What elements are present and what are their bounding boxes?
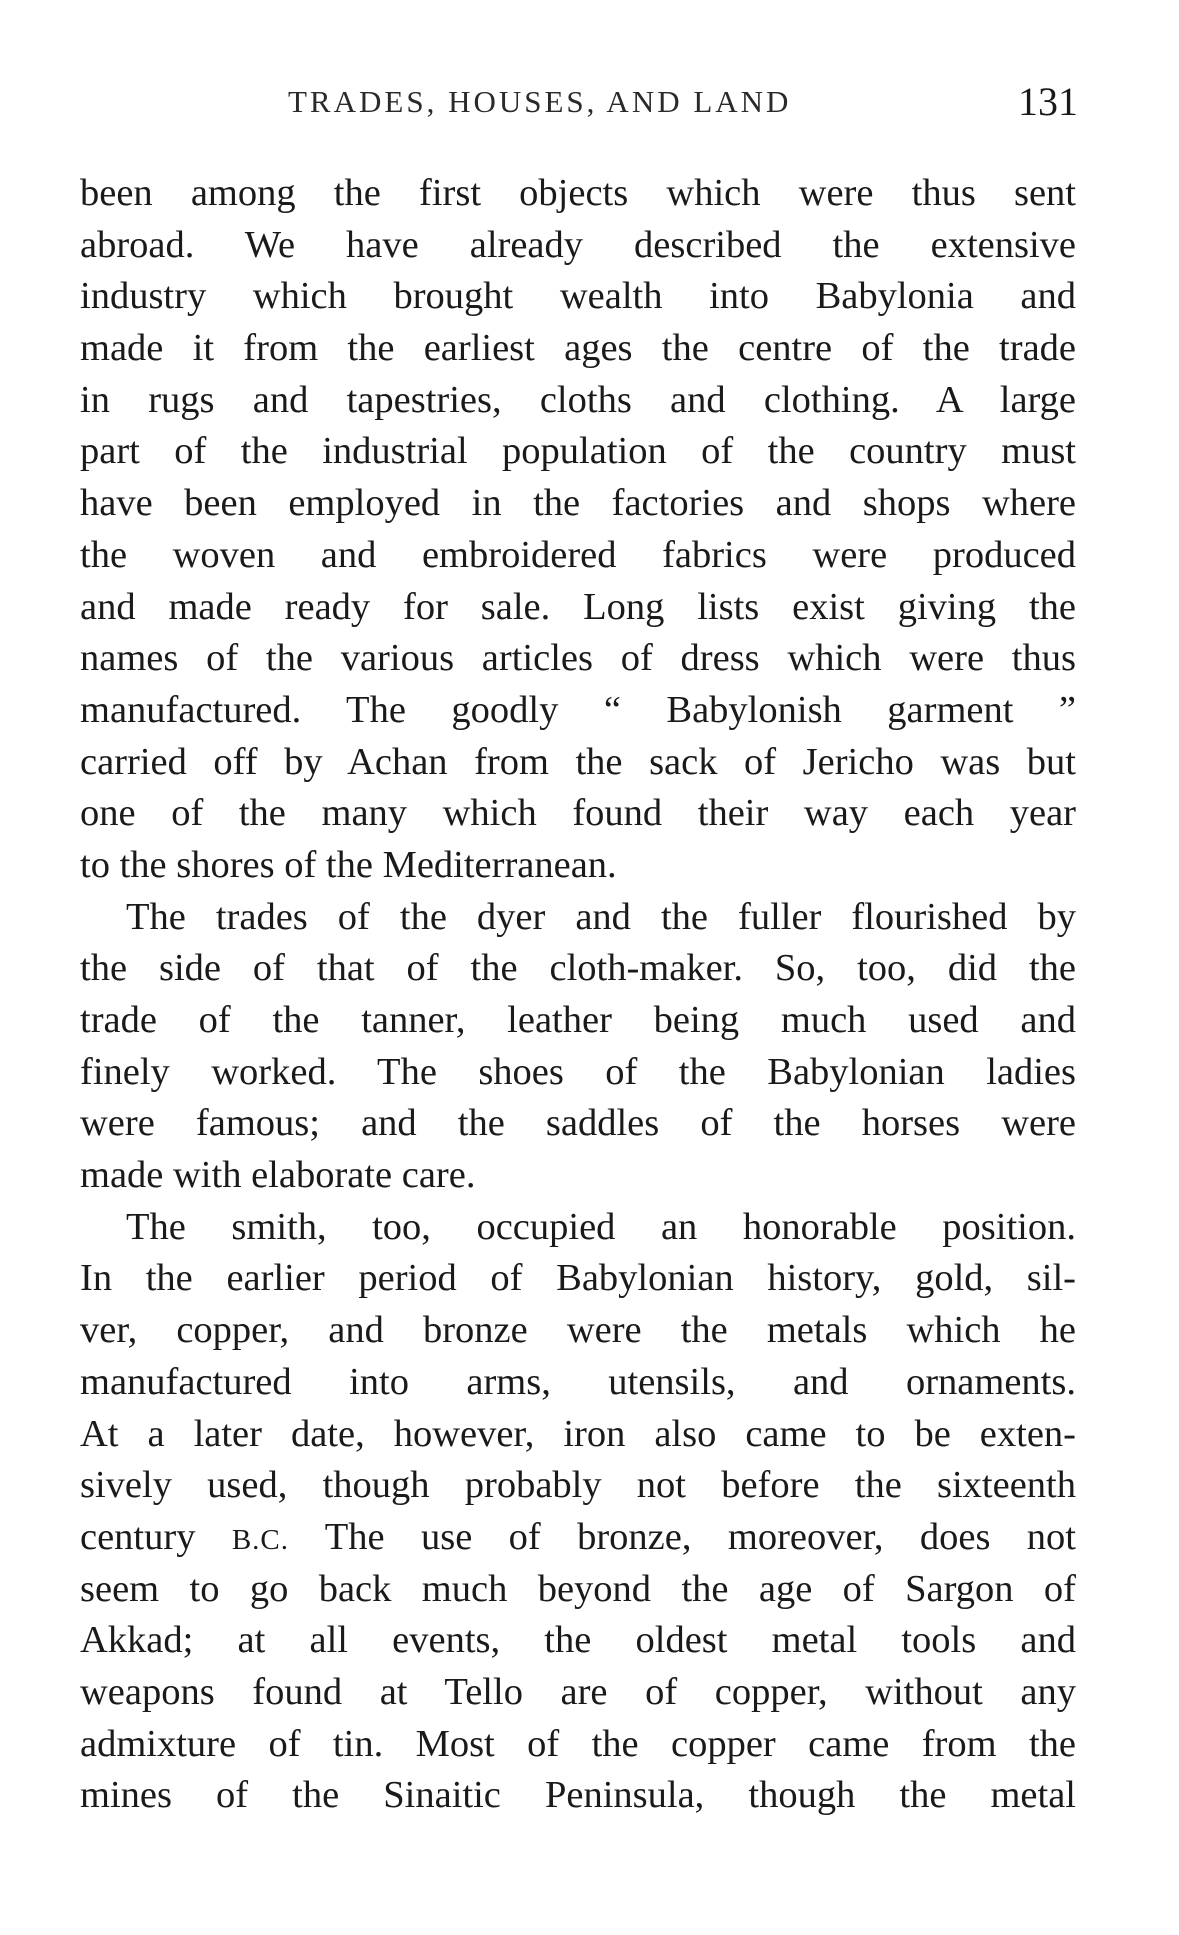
text-line: names of the various articles of dress which were thus	[80, 637, 1076, 680]
text-line: In the earlier period of Babylonian history, gold, sil-	[80, 1257, 1076, 1300]
page-number: 131	[1018, 79, 1078, 124]
text-line: made it from the earliest ages the centre of the trade	[80, 327, 1076, 370]
text-line: carried off by Achan from the sack of Jericho was but	[80, 740, 1076, 783]
text-fragment: century	[80, 1515, 196, 1558]
text-line: The trades of the dyer and the fuller flourished by	[126, 895, 1076, 938]
text-fragment: The use of bronze, moreover, does not	[324, 1515, 1076, 1558]
text-line: part of the industrial population of the country must	[80, 430, 1076, 473]
paragraph-3	[80, 1202, 1076, 1822]
text-line: manufactured. The goodly “ Babylonish garment ”	[80, 688, 1076, 731]
text-line: The smith, too, occupied an honorable position.	[126, 1205, 1076, 1248]
text-line: industry which brought wealth into Babylonia and	[80, 275, 1076, 318]
text-line: mines of the Sinaitic Peninsula, though the metal	[80, 1774, 1076, 1817]
paragraph-1	[80, 168, 1076, 892]
text-line: were famous; and the saddles of the horses were	[80, 1102, 1076, 1145]
text-line: been among the first objects which were thus sent	[80, 172, 1076, 214]
text-line: trade of the tanner, leather being much used and	[80, 999, 1076, 1041]
text-line: Akkad; at all events, the oldest metal tools and	[80, 1619, 1076, 1662]
text-line: ver, copper, and bronze were the metals which he	[80, 1309, 1076, 1352]
text-line: abroad. We have already described the extensive	[80, 223, 1076, 266]
text-line: one of the many which found their way each year	[80, 792, 1076, 835]
text-line: manufactured into arms, utensils, and ornaments.	[80, 1360, 1076, 1403]
body-text	[80, 168, 1076, 1822]
text-line	[80, 1512, 1076, 1564]
text-line: weapons found at Tello are of copper, without any	[80, 1670, 1076, 1713]
paragraph-2	[80, 892, 1076, 1202]
text-line: to the shores of the Mediterranean.	[80, 843, 617, 886]
text-line: the woven and embroidered fabrics were produced	[80, 533, 1076, 576]
running-head	[288, 78, 1078, 128]
era-abbreviation: B.C.	[231, 1523, 290, 1556]
text-line: At a later date, however, iron also came to be exten-	[80, 1412, 1076, 1455]
text-line: and made ready for sale. Long lists exist giving the	[80, 585, 1076, 628]
running-title: TRADES, HOUSES, AND LAND	[288, 84, 792, 119]
text-line: seem to go back much beyond the age of Sargon of	[80, 1567, 1076, 1610]
text-line: sively used, though probably not before the sixteenth	[80, 1464, 1076, 1507]
text-line: the side of that of the cloth-maker. So, too, did the	[80, 947, 1076, 990]
text-line: finely worked. The shoes of the Babylonian ladies	[80, 1050, 1076, 1093]
text-line: have been employed in the factories and shops where	[80, 482, 1076, 525]
text-line: made with elaborate care.	[80, 1154, 476, 1197]
text-line: in rugs and tapestries, cloths and clothing. A large	[80, 378, 1076, 421]
text-line: admixture of tin. Most of the copper came from the	[80, 1722, 1076, 1765]
